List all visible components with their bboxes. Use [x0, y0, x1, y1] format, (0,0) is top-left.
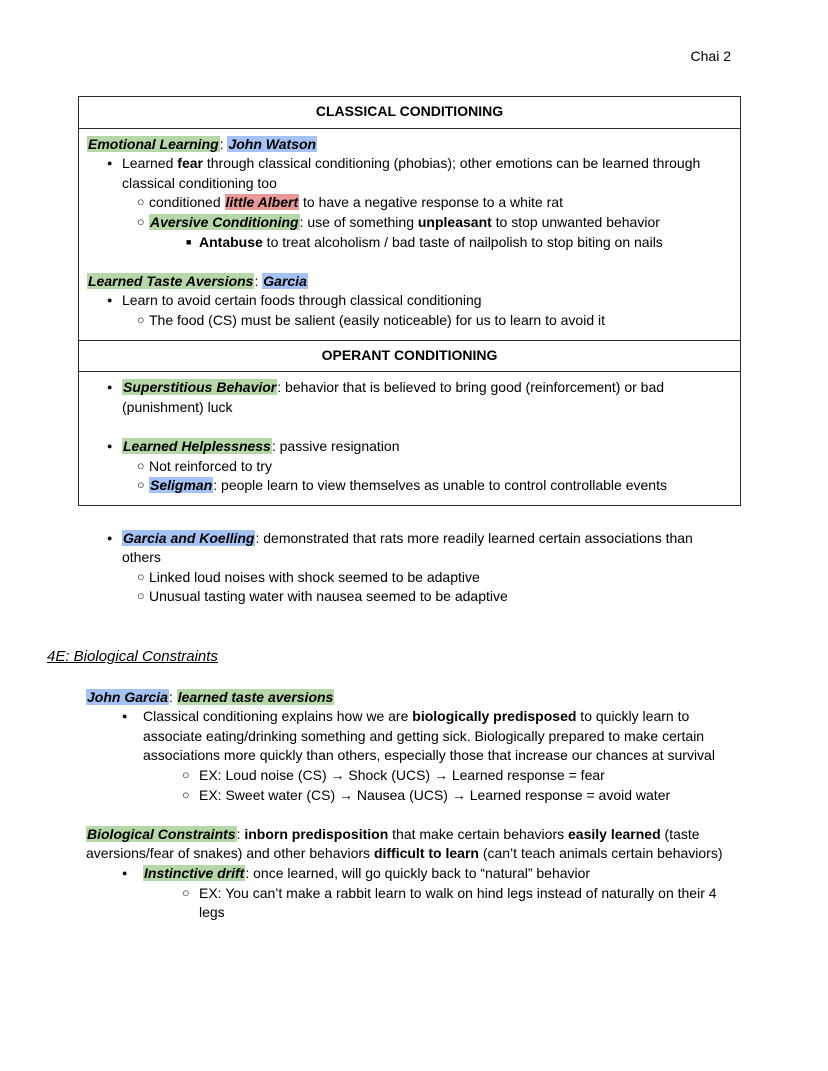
plain-text: to stop unwanted behavior	[491, 213, 660, 230]
highlighted-term: Garcia	[263, 272, 307, 289]
text-line	[87, 154, 732, 193]
plain-text: :	[168, 688, 177, 705]
text-line	[87, 587, 732, 607]
text-line	[87, 291, 732, 311]
plain-text: : once learned, will go quickly back to “natural” behavior	[245, 865, 591, 881]
bold-text: biologically predisposed	[412, 708, 577, 725]
bullet-circle-marker: ○	[137, 458, 145, 473]
plain-text: : use of something	[299, 213, 418, 230]
bold-text: difficult to learn	[373, 845, 479, 862]
text-line	[87, 378, 732, 417]
bold-text: easily learned	[568, 825, 661, 842]
text-line	[87, 135, 732, 155]
plain-text: (can’t teach animals certain behaviors)	[478, 845, 723, 862]
highlighted-term: little Albert	[225, 194, 299, 211]
bullet-circle-marker: ○	[182, 787, 190, 802]
conditioning-notes-table	[78, 96, 741, 506]
text-line	[87, 193, 732, 213]
text-line	[86, 707, 736, 766]
highlighted-term: Instinctive drift	[144, 865, 245, 881]
plain-text: :	[236, 825, 245, 842]
highlighted-term: Garcia and Koelling	[123, 529, 255, 546]
text-line	[87, 568, 732, 588]
plain-text: (taste aversions/fear of snakes) and other behaviors	[86, 825, 700, 862]
bold-text: inborn predisposition	[244, 825, 389, 842]
text-line	[86, 766, 736, 786]
text-line	[87, 233, 732, 253]
text-line	[86, 825, 736, 864]
highlighted-term: Learned Taste Aversions	[88, 272, 254, 289]
section-heading-4e-biological-constraints: 4E: Biological Constraints	[47, 648, 218, 666]
blank-line	[87, 417, 732, 437]
highlighted-term: Biological Constraints	[87, 825, 236, 842]
classical-conditioning-cell	[79, 129, 740, 340]
bold-text: Antabuse	[199, 233, 263, 250]
text-line	[87, 213, 732, 233]
bullet-disc-marker: ●	[107, 440, 113, 451]
bullet-circle-marker: ○	[137, 569, 145, 584]
bullet-disc-marker: ●	[107, 532, 113, 543]
plain-text: Unusual tasting water with nausea seemed to be adaptive	[149, 588, 508, 605]
text-line	[86, 884, 736, 923]
text-line	[87, 311, 732, 331]
text-line	[86, 786, 736, 806]
bullet-circle-marker: ○	[137, 478, 145, 493]
blank-line	[86, 805, 736, 825]
bullet-disc-marker: ●	[122, 711, 128, 722]
page-number-header: Chai 2	[690, 48, 731, 64]
bullet-circle-marker: ○	[137, 312, 145, 327]
plain-text: that make certain behaviors	[388, 825, 569, 842]
text-line	[86, 864, 736, 884]
bullet-circle-marker: ○	[137, 195, 145, 210]
plain-text: : behavior that is believed to bring good (reinforcement) or bad (punishment) luck	[122, 379, 665, 415]
plain-text: EX: Sweet water (CS) → Nausea (UCS) → Learned response = avoid water	[199, 786, 671, 803]
bullet-square-marker: ■	[186, 236, 192, 247]
highlighted-term: Superstitious Behavior	[123, 379, 277, 396]
plain-text: to quickly learn to associate eating/drinking something and getting sick. Biologically prepared to make certain associations more quickly than others, especially those that increase our chances at survival	[143, 708, 715, 764]
bullet-circle-marker: ○	[137, 589, 145, 604]
bullet-circle-marker: ○	[137, 214, 145, 229]
text-line	[87, 476, 732, 496]
document-body	[47, 96, 792, 923]
blank-line	[87, 252, 732, 272]
plain-text: Learned	[122, 155, 178, 172]
plain-text: to have a negative response to a white rat	[299, 194, 563, 211]
bold-text: fear	[177, 155, 203, 172]
highlighted-term: Seligman	[150, 477, 213, 494]
plain-text: : people learn to view themselves as unable to control controllable events	[213, 477, 667, 494]
plain-text: EX: You can’t make a rabbit learn to walk on hind legs instead of naturally on their 4 legs	[199, 884, 717, 921]
table-header-operant-conditioning: OPERANT CONDITIONING	[79, 340, 740, 373]
garcia-koelling-notes	[87, 529, 732, 607]
table-header-classical-conditioning: CLASSICAL CONDITIONING	[79, 97, 740, 129]
text-line	[86, 688, 736, 708]
plain-text: through classical conditioning (phobias); other emotions can be learned through classical conditioning too	[122, 155, 701, 191]
text-line	[87, 437, 732, 457]
highlighted-term: John Watson	[228, 135, 317, 152]
plain-text: Classical conditioning explains how we are	[143, 708, 413, 725]
bullet-disc-marker: ●	[107, 382, 113, 393]
highlighted-term: learned taste aversions	[177, 688, 334, 705]
bullet-disc-marker: ●	[122, 868, 128, 878]
text-line	[87, 529, 732, 568]
plain-text: EX: Loud noise (CS) → Shock (UCS) → Learned response = fear	[199, 767, 605, 784]
bullet-circle-marker: ○	[182, 768, 190, 783]
highlighted-term: Aversive Conditioning	[150, 213, 299, 230]
bullet-circle-marker: ○	[182, 885, 190, 900]
bold-text: unpleasant	[417, 213, 492, 230]
operant-conditioning-cell	[79, 372, 740, 505]
plain-text: :	[219, 135, 228, 152]
bullet-disc-marker: ●	[107, 158, 113, 169]
bullet-disc-marker: ●	[107, 295, 113, 306]
plain-text: :	[254, 272, 263, 289]
highlighted-term: Learned Helplessness	[123, 437, 271, 454]
plain-text: : passive resignation	[271, 437, 400, 454]
plain-text: Not reinforced to try	[149, 457, 272, 474]
text-line	[87, 272, 732, 292]
plain-text: Learn to avoid certain foods through classical conditioning	[122, 292, 482, 309]
plain-text: The food (CS) must be salient (easily noticeable) for us to learn to avoid it	[149, 311, 605, 328]
plain-text: : demonstrated that rats more readily learned certain associations than others	[122, 529, 693, 566]
biological-constraints-notes	[86, 688, 736, 923]
highlighted-term: Emotional Learning	[88, 135, 219, 152]
highlighted-term: John Garcia	[87, 688, 168, 705]
plain-text: to treat alcoholism / bad taste of nailpolish to stop biting on nails	[262, 233, 663, 250]
plain-text: conditioned	[149, 194, 225, 211]
text-line	[87, 457, 732, 477]
plain-text: Linked loud noises with shock seemed to be adaptive	[149, 568, 480, 585]
